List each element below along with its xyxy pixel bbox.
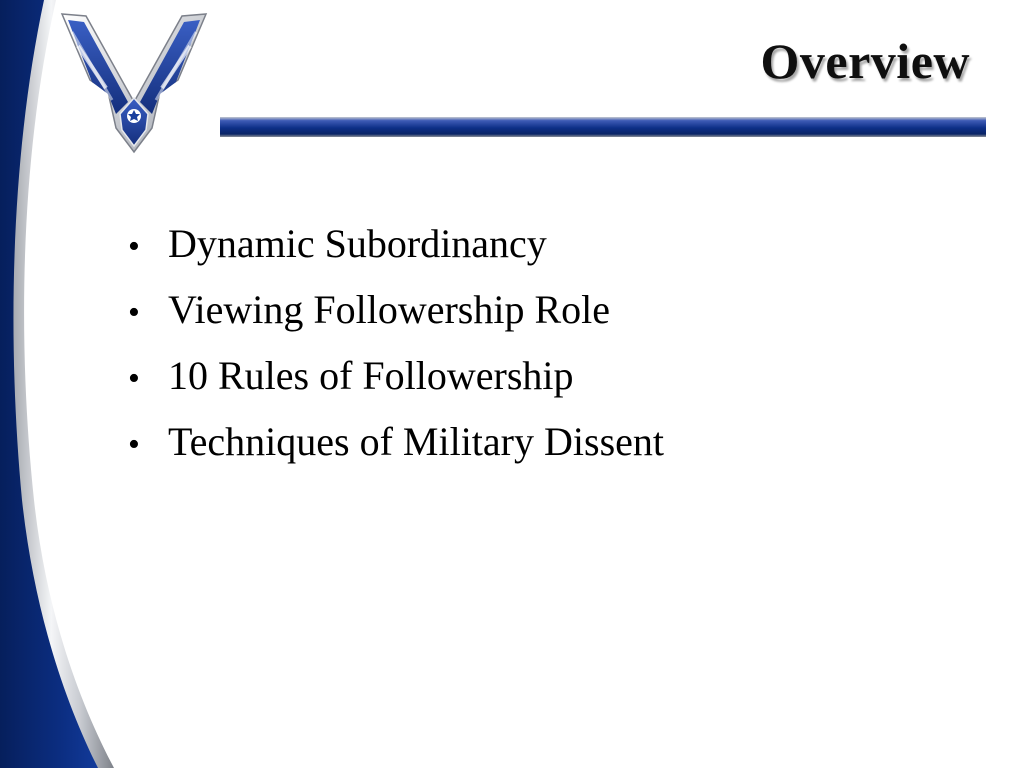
bullet-item xyxy=(128,220,664,286)
bullet-text: Techniques of Military Dissent xyxy=(168,419,664,464)
bullet-text: Dynamic Subordinancy xyxy=(168,221,547,266)
bullet-item xyxy=(128,418,664,484)
title-rule xyxy=(220,117,986,137)
bullet-text: Viewing Followership Role xyxy=(168,287,611,332)
bullet-item xyxy=(128,286,664,352)
slide-title: Overview xyxy=(760,33,970,89)
bullet-item xyxy=(128,352,664,418)
bullet-dot-icon: • xyxy=(128,228,140,265)
bullet-dot-icon: • xyxy=(128,360,140,397)
bullet-dot-icon: • xyxy=(128,426,140,463)
bullet-dot-icon: • xyxy=(128,294,140,331)
air-force-wings-logo-icon xyxy=(56,6,212,154)
bullet-list xyxy=(128,220,664,484)
bullet-text: 10 Rules of Followership xyxy=(168,353,574,398)
